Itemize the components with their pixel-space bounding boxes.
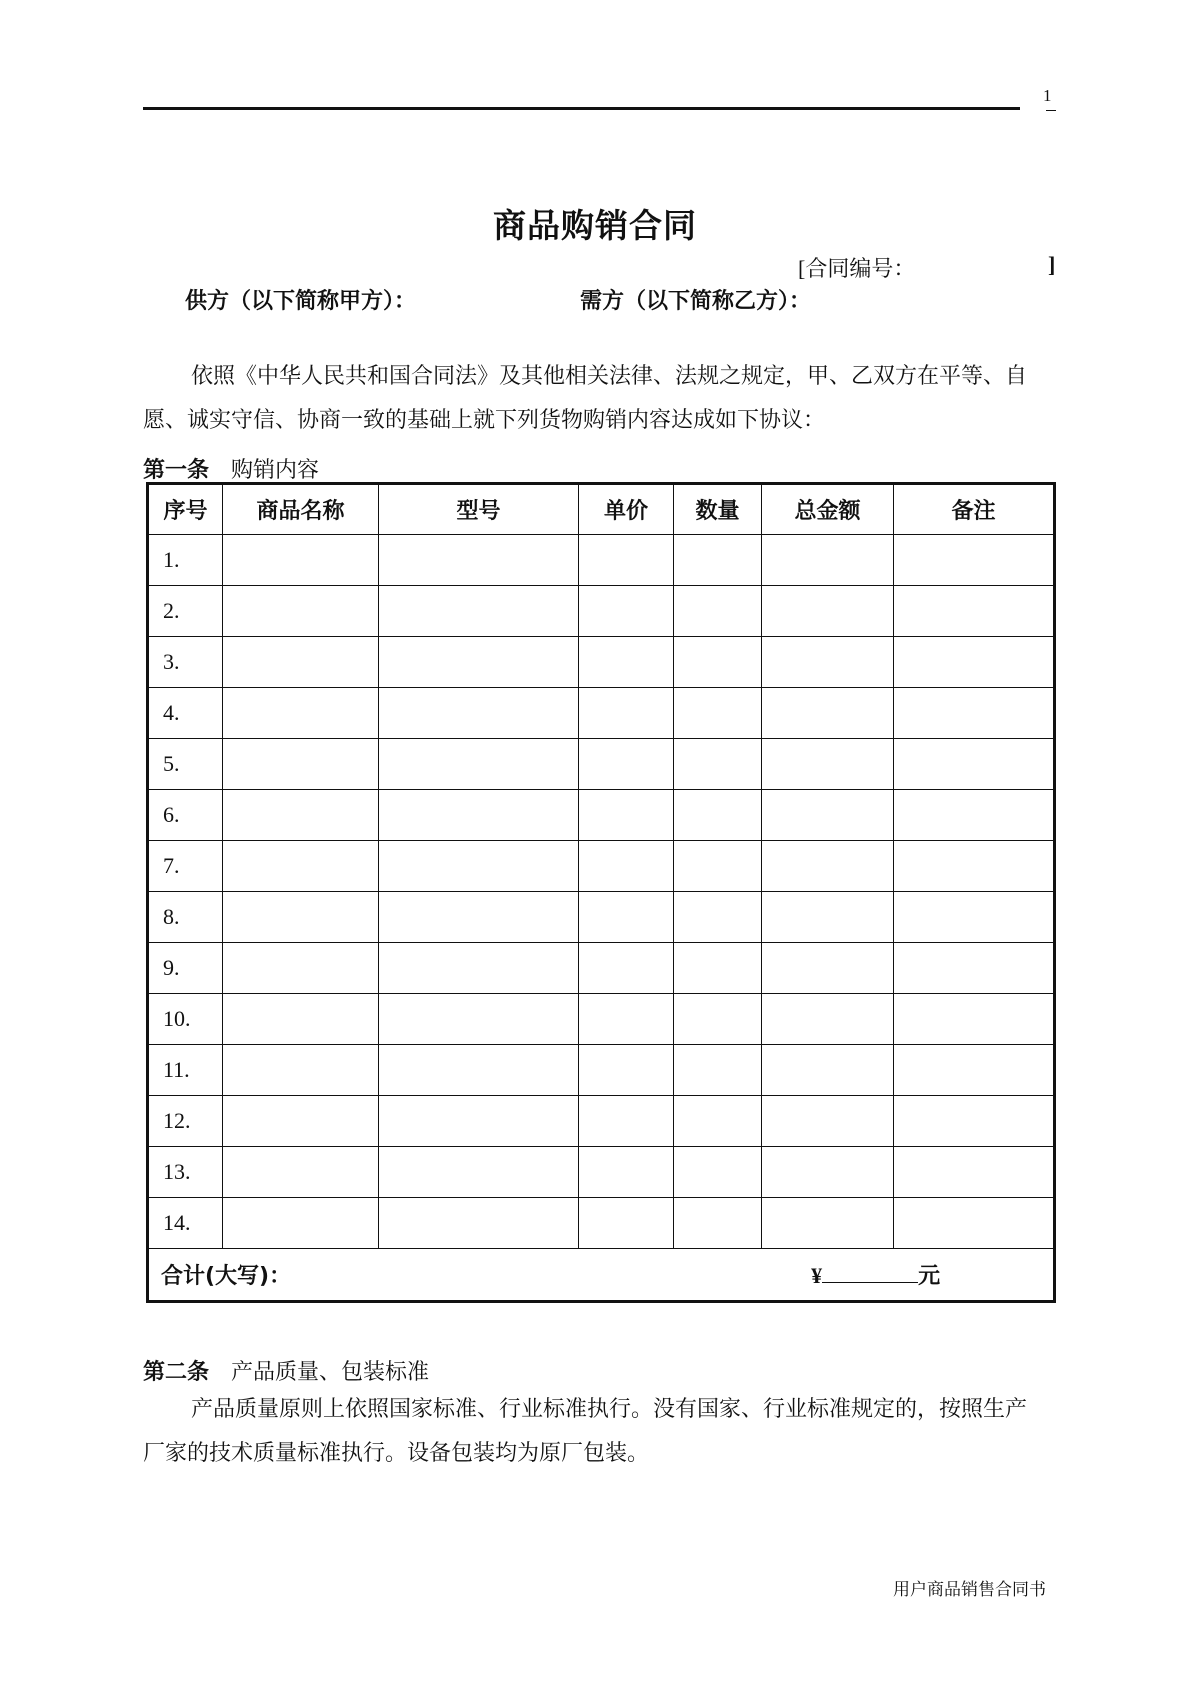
table-cell[interactable]	[579, 586, 674, 637]
table-cell[interactable]	[762, 994, 894, 1045]
column-header: 序号	[148, 484, 223, 535]
table-row	[148, 1198, 1055, 1249]
section-2-title: 产品质量、包装标准	[231, 1359, 430, 1384]
table-cell[interactable]	[223, 739, 379, 790]
total-label: 合计(大写)：	[161, 1264, 292, 1289]
table-cell[interactable]	[674, 1045, 762, 1096]
row-number: 6.	[148, 790, 223, 841]
table-cell[interactable]	[762, 1045, 894, 1096]
column-header: 商品名称	[223, 484, 379, 535]
table-cell[interactable]	[762, 943, 894, 994]
table-cell[interactable]	[379, 790, 579, 841]
table-cell[interactable]	[223, 1198, 379, 1249]
quality-text: 产品质量原则上依照国家标准、行业标准执行。没有国家、行业标准规定的，按照生产厂家的技术质量标准执行。设备包装均为原厂包装。	[143, 1396, 1028, 1465]
document-title: 商品购销合同	[493, 206, 697, 245]
table-row	[148, 892, 1055, 943]
row-number: 9.	[148, 943, 223, 994]
row-number: 4.	[148, 688, 223, 739]
row-number: 7.	[148, 841, 223, 892]
table-cell[interactable]	[894, 943, 1055, 994]
table-cell[interactable]	[894, 535, 1055, 586]
table-cell[interactable]	[894, 688, 1055, 739]
section-2-number: 第二条	[143, 1360, 210, 1385]
table-row	[148, 1045, 1055, 1096]
table-cell[interactable]	[674, 739, 762, 790]
contract-number-close: ]	[1048, 252, 1056, 277]
quality-paragraph	[143, 1387, 1048, 1475]
table-cell[interactable]	[674, 790, 762, 841]
table-cell[interactable]	[579, 535, 674, 586]
column-header: 型号	[379, 484, 579, 535]
table-cell[interactable]	[379, 637, 579, 688]
table-cell[interactable]	[674, 535, 762, 586]
table-cell[interactable]	[379, 1045, 579, 1096]
table-cell[interactable]	[579, 841, 674, 892]
row-number: 1.	[148, 535, 223, 586]
table-cell[interactable]	[579, 688, 674, 739]
table-cell[interactable]	[223, 790, 379, 841]
table-cell[interactable]	[579, 892, 674, 943]
table-cell[interactable]	[223, 586, 379, 637]
table-cell[interactable]	[379, 535, 579, 586]
table-cell[interactable]	[762, 841, 894, 892]
row-number: 14.	[148, 1198, 223, 1249]
row-number: 12.	[148, 1096, 223, 1147]
table-cell[interactable]	[894, 1096, 1055, 1147]
total-row	[148, 1249, 1055, 1302]
table-cell[interactable]	[674, 586, 762, 637]
table-cell[interactable]	[894, 739, 1055, 790]
table-cell[interactable]	[223, 1045, 379, 1096]
table-header-row	[148, 484, 1055, 535]
table-cell[interactable]	[379, 1198, 579, 1249]
table-cell[interactable]	[894, 790, 1055, 841]
table-row	[148, 637, 1055, 688]
intro-text: 依照《中华人民共和国合同法》及其他相关法律、法规之规定，甲、乙双方在平等、自愿、诚实守信、协商一致的基础上就下列货物购销内容达成如下协议：	[143, 363, 1028, 432]
table-cell[interactable]	[223, 841, 379, 892]
table-row	[148, 535, 1055, 586]
table-cell[interactable]	[674, 1198, 762, 1249]
row-number: 8.	[148, 892, 223, 943]
table-cell[interactable]	[379, 994, 579, 1045]
table-cell[interactable]	[223, 943, 379, 994]
table-cell[interactable]	[674, 1096, 762, 1147]
table-cell[interactable]	[894, 1045, 1055, 1096]
table-cell[interactable]	[379, 1096, 579, 1147]
row-number: 2.	[148, 586, 223, 637]
currency-unit: 元	[918, 1263, 941, 1288]
table-cell[interactable]	[579, 1147, 674, 1198]
table-cell[interactable]	[674, 688, 762, 739]
table-cell[interactable]	[379, 841, 579, 892]
table-row	[148, 943, 1055, 994]
table-cell[interactable]	[379, 1147, 579, 1198]
total-cell	[148, 1249, 1055, 1302]
table-cell[interactable]	[379, 586, 579, 637]
table-cell[interactable]	[579, 739, 674, 790]
table-cell[interactable]	[894, 892, 1055, 943]
table-cell[interactable]	[223, 994, 379, 1045]
header-rule	[143, 107, 1020, 110]
column-header: 备注	[894, 484, 1055, 535]
table-cell[interactable]	[894, 994, 1055, 1045]
page-number-underline	[1046, 110, 1056, 111]
total-amount	[811, 1259, 940, 1290]
table-row	[148, 1096, 1055, 1147]
section-2-heading	[143, 1355, 429, 1386]
table-cell[interactable]	[674, 841, 762, 892]
table-row	[148, 688, 1055, 739]
table-cell[interactable]	[379, 688, 579, 739]
row-number: 3.	[148, 637, 223, 688]
row-number: 5.	[148, 739, 223, 790]
table-cell[interactable]	[762, 892, 894, 943]
table-row	[148, 586, 1055, 637]
section-1-number: 第一条	[143, 458, 210, 483]
total-amount-blank[interactable]	[822, 1260, 918, 1283]
table-cell[interactable]	[762, 1147, 894, 1198]
supplier-label: 供方（以下简称甲方）：	[185, 289, 417, 314]
table-cell[interactable]	[894, 1147, 1055, 1198]
table-cell[interactable]	[894, 1198, 1055, 1249]
table-row	[148, 1147, 1055, 1198]
buyer-label: 需方（以下简称乙方）：	[580, 289, 812, 314]
table-cell[interactable]	[762, 1198, 894, 1249]
table-cell[interactable]	[762, 535, 894, 586]
intro-paragraph	[143, 354, 1048, 442]
table-cell[interactable]	[579, 790, 674, 841]
page-number: 1	[1043, 86, 1052, 105]
table-cell[interactable]	[894, 586, 1055, 637]
table-cell[interactable]	[223, 688, 379, 739]
table-cell[interactable]	[762, 790, 894, 841]
table-cell[interactable]	[762, 637, 894, 688]
table-cell[interactable]	[762, 586, 894, 637]
contract-number-label: [合同编号：	[798, 256, 916, 281]
table-cell[interactable]	[379, 892, 579, 943]
table-cell[interactable]	[762, 688, 894, 739]
row-number: 13.	[148, 1147, 223, 1198]
table-row	[148, 790, 1055, 841]
table-cell[interactable]	[223, 637, 379, 688]
table-cell[interactable]	[579, 1045, 674, 1096]
goods-table	[146, 482, 1056, 1303]
table-row	[148, 841, 1055, 892]
row-number: 10.	[148, 994, 223, 1045]
table-cell[interactable]	[674, 892, 762, 943]
table-row	[148, 739, 1055, 790]
table-cell[interactable]	[674, 637, 762, 688]
table-cell[interactable]	[223, 1147, 379, 1198]
table-cell[interactable]	[223, 535, 379, 586]
table-cell[interactable]	[674, 1147, 762, 1198]
table-cell[interactable]	[379, 739, 579, 790]
table-cell[interactable]	[894, 841, 1055, 892]
table-cell[interactable]	[674, 943, 762, 994]
table-cell[interactable]	[579, 1198, 674, 1249]
row-number: 11.	[148, 1045, 223, 1096]
table-cell[interactable]	[579, 994, 674, 1045]
section-1-heading	[143, 453, 319, 484]
table-cell[interactable]	[579, 1096, 674, 1147]
table-cell[interactable]	[674, 994, 762, 1045]
table-cell[interactable]	[223, 892, 379, 943]
table-cell[interactable]	[894, 637, 1055, 688]
table-cell[interactable]	[762, 1096, 894, 1147]
table-cell[interactable]	[762, 739, 894, 790]
column-header: 数量	[674, 484, 762, 535]
table-cell[interactable]	[579, 943, 674, 994]
section-1-title: 购销内容	[231, 457, 320, 482]
column-header: 总金额	[762, 484, 894, 535]
currency-symbol: ¥	[811, 1263, 823, 1288]
column-header: 单价	[579, 484, 674, 535]
table-cell[interactable]	[379, 943, 579, 994]
table-cell[interactable]	[579, 637, 674, 688]
table-cell[interactable]	[223, 1096, 379, 1147]
page-footer: 用户商品销售合同书	[893, 1580, 1046, 1600]
table-row	[148, 994, 1055, 1045]
